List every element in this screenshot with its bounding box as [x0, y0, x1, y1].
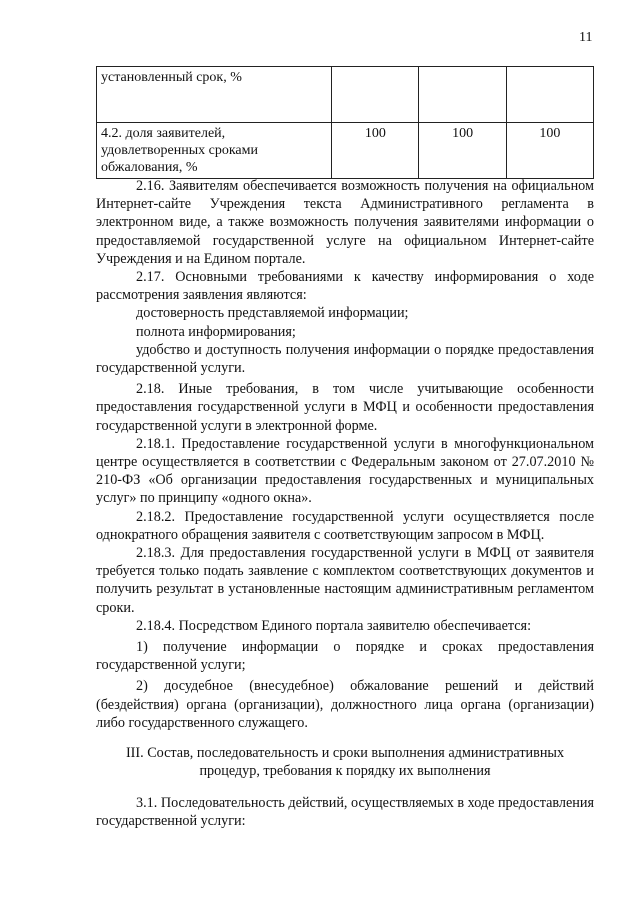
table-row [97, 123, 594, 179]
paragraph-2-18-3: 2.18.3. Для предоставления государственной услуги в МФЦ от заявителя требуется только подать заявление с комплектом соответствующих документов и получить результат в установленные настоящим административным регламентом сроки. [96, 545, 594, 616]
paragraph-2-16: 2.16. Заявителям обеспечивается возможность получения на официальном Интернет-сайте Учреждения текста Административного регламента в электронном виде, а также возможность получения заявителями информации о предоставляемой государственной услуге на официальном Интернет-сайте Учреждения и на Едином портале. [96, 178, 594, 267]
table-cell-value [419, 67, 506, 123]
paragraph-2-17: 2.17. Основными требованиями к качеству информирования о ходе рассмотрения заявления являются: [96, 269, 594, 304]
section-body [96, 794, 594, 830]
table-row [97, 67, 594, 123]
paragraph-2-18: 2.18. Иные требования, в том числе учитывающие особенности предоставления государственной услуги в МФЦ и особенности предоставления государственной услуги в электронной форме. [96, 381, 594, 434]
paragraph-3-1: 3.1. Последовательность действий, осуществляемых в ходе предоставления государственной услуги: [96, 795, 594, 830]
paragraph-2-18-1: 2.18.1. Предоставление государственной услуги в многофункциональном центре осуществляется в соответствии с Федеральным законом от 27.07.2010 № 210-ФЗ «Об организации предоставления государственных и муниципальных услуг» по принципу «одного окна». [96, 435, 594, 507]
criteria-table [96, 66, 594, 179]
paragraph-2-18-4: 2.18.4. Посредством Единого портала заявителю обеспечивается: [136, 617, 532, 634]
list-item-convenience: удобство и доступность получения информации о порядке предоставления государственной услуги. [96, 341, 594, 377]
paragraph-2-18-2: 2.18.2. Предоставление государственной услуги осуществляется после однократного обращения заявителя с соответствующим запросом в МФЦ. [96, 508, 594, 543]
section-title: III. Состав, последовательность и сроки выполнения административных процедур, требования к порядку их выполнения [125, 745, 565, 779]
table-cell-label: 4.2. доля заявителей, удовлетворенных сроками обжалования, % [97, 123, 332, 179]
list-item-completeness: полнота информирования; [136, 323, 296, 340]
list-item-portal-appeal: 2) досудебное (внесудебное) обжалование решений и действий (бездействия) органа (организации), должностного лица органа (организации) либо государственного служащего. [96, 678, 594, 731]
table-cell-value: 100 [332, 123, 419, 179]
list-item-portal-info: 1) получение информации о порядке и сроках предоставления государственной услуги; [96, 639, 594, 674]
table-cell-value [332, 67, 419, 123]
page-number: 11 [579, 30, 593, 45]
table-cell-value: 100 [506, 123, 593, 179]
list-item-reliability: достоверность представляемой информации; [136, 305, 409, 322]
body-text [96, 177, 594, 732]
table-cell-value: 100 [419, 123, 506, 179]
table-cell-value [506, 67, 593, 123]
table-cell-label: установленный срок, % [97, 67, 332, 123]
